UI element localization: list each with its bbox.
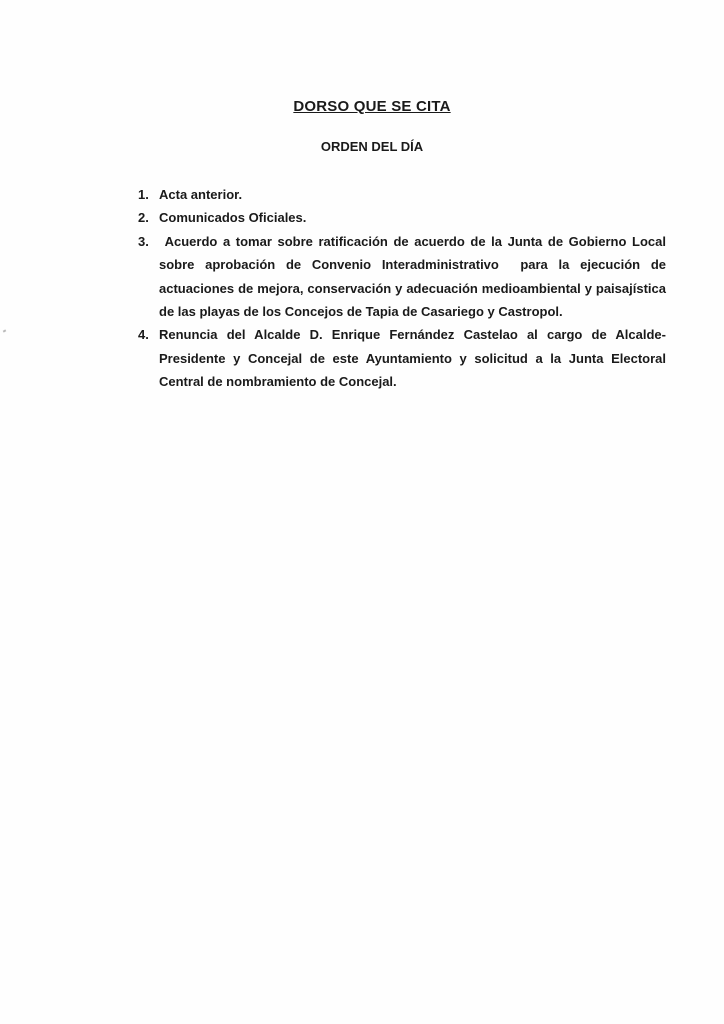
document-subtitle: ORDEN DEL DÍA xyxy=(320,139,424,154)
agenda-item-number: 3. xyxy=(138,233,149,249)
agenda-list xyxy=(138,183,670,394)
agenda-item xyxy=(138,206,666,229)
agenda-item xyxy=(138,323,666,393)
agenda-item-text: Acta anterior. xyxy=(159,187,243,202)
agenda-item xyxy=(138,183,666,206)
agenda-item-text: Comunicados Oficiales. xyxy=(159,210,307,226)
agenda-item-number: 4. xyxy=(138,327,149,343)
agenda-item-text: Acuerdo a tomar sobre ratificación de acuerdo de la Junta de Gobierno Local sobre aprobación de Convenio Interadministrativo para la ejecución de actuaciones de mejora, conservación y adecuación medioambiental y paisajística de las playas de los Concejos de Tapia de Casariego y Castropol. xyxy=(159,233,670,320)
agenda-item-text: Renuncia del Alcalde D. Enrique Fernández Castelao al cargo de Alcalde-Presidente y Concejal de este Ayuntamiento y solicitud a la Junta Electoral Central de nombramiento de Concejal. xyxy=(159,327,666,390)
scan-speck xyxy=(3,329,7,332)
agenda-item xyxy=(138,230,670,324)
agenda-item-number: 1. xyxy=(138,187,149,202)
document-title: DORSO QUE SE CITA xyxy=(293,98,451,115)
agenda-item-number: 2. xyxy=(138,210,149,226)
